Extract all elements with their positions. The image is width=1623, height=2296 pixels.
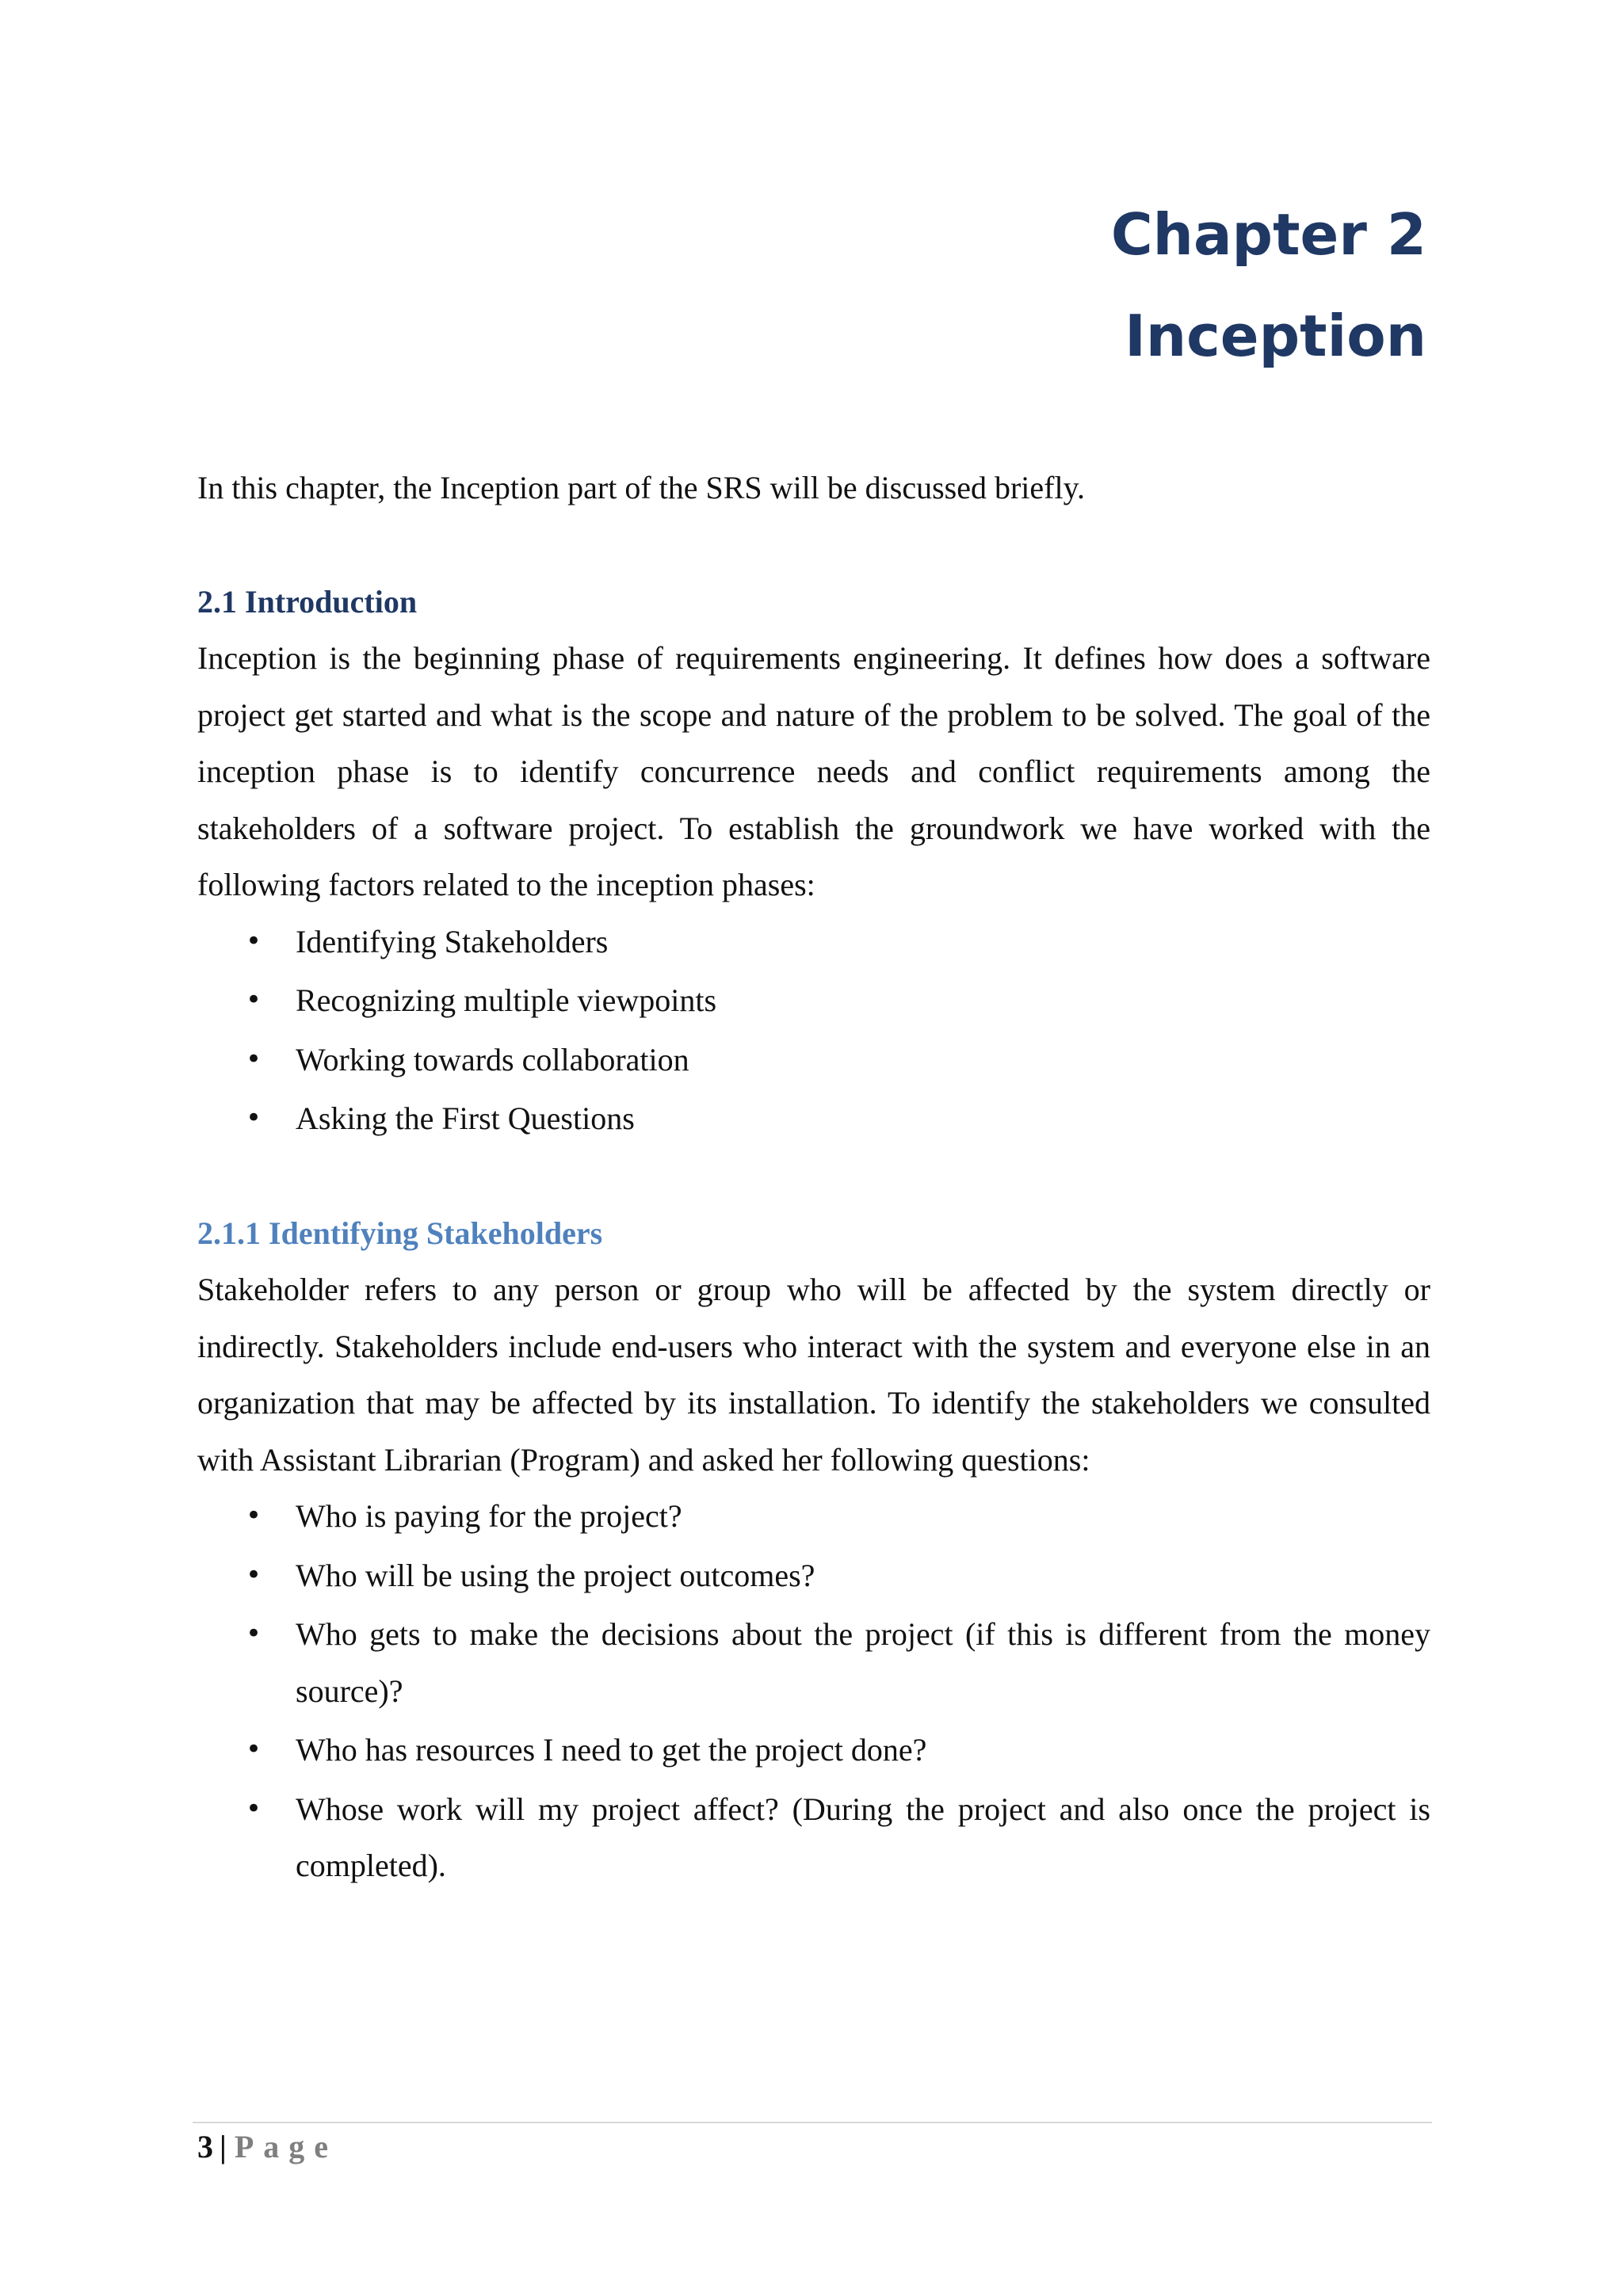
bullet-icon: •	[246, 1558, 262, 1591]
page-footer	[197, 2123, 338, 2171]
list-item: • Asking the First Questions	[197, 1090, 1430, 1147]
inception-factors-list	[197, 913, 1430, 1147]
chapter-heading	[1111, 184, 1426, 387]
bullet-icon: •	[246, 1043, 262, 1075]
page-number: 3	[197, 2129, 213, 2164]
footer-separator: |	[220, 2129, 227, 2164]
chapter-number: Chapter 2	[1110, 201, 1426, 268]
bullet-icon: •	[246, 1792, 262, 1825]
stakeholders-paragraph: Stakeholder refers to any person or group who will be affected by the system directly or indirectly. Stakeholders include end-users who interact with the system and everyone else in an organization that may be affected by its installation. To identify the stakeholders we consulted with Assistant Librarian (Program) and asked her following questions:	[197, 1272, 1430, 1478]
bullet-icon: •	[246, 984, 262, 1016]
bullet-icon: •	[246, 925, 262, 957]
list-item: • Who gets to make the decisions about the project (if this is different from the money source)?	[197, 1606, 1430, 1719]
section-heading-identifying-stakeholders: 2.1.1 Identifying Stakeholders	[197, 1215, 603, 1251]
bullet-icon: •	[246, 1102, 262, 1134]
chapter-intro: In this chapter, the Inception part of the SRS will be discussed briefly.	[197, 470, 1085, 505]
list-item: • Who has resources I need to get the project done?	[197, 1722, 1430, 1779]
bullet-icon: •	[246, 1733, 262, 1765]
bullet-icon: •	[246, 1500, 262, 1531]
page-content	[197, 460, 1430, 1897]
section-spacer	[197, 1150, 1430, 1205]
footer-divider	[193, 2122, 1432, 2123]
list-item: • Who will be using the project outcomes?	[197, 1547, 1430, 1604]
list-item: • Who is paying for the project?	[197, 1488, 1430, 1545]
stakeholder-questions-list	[197, 1488, 1430, 1894]
list-item: • Working towards collaboration	[197, 1032, 1430, 1089]
list-item: • Identifying Stakeholders	[197, 913, 1430, 971]
list-item: • Whose work will my project affect? (During the project and also once the project is completed).	[197, 1781, 1430, 1894]
section-heading-introduction: 2.1 Introduction	[197, 583, 418, 620]
chapter-title: Inception	[1125, 303, 1426, 369]
bullet-icon: •	[246, 1618, 262, 1650]
list-item: • Recognizing multiple viewpoints	[197, 972, 1430, 1029]
introduction-paragraph: Inception is the beginning phase of requirements engineering. It defines how does a software project get started and what is the scope and nature of the problem to be solved. The goal of the inception phase is to identify concurrence needs and conflict requirements among the stakeholders of a software project. To establish the groundwork we have worked with the following factors related to the inception phases:	[197, 640, 1430, 902]
page-label: Page	[234, 2129, 338, 2164]
